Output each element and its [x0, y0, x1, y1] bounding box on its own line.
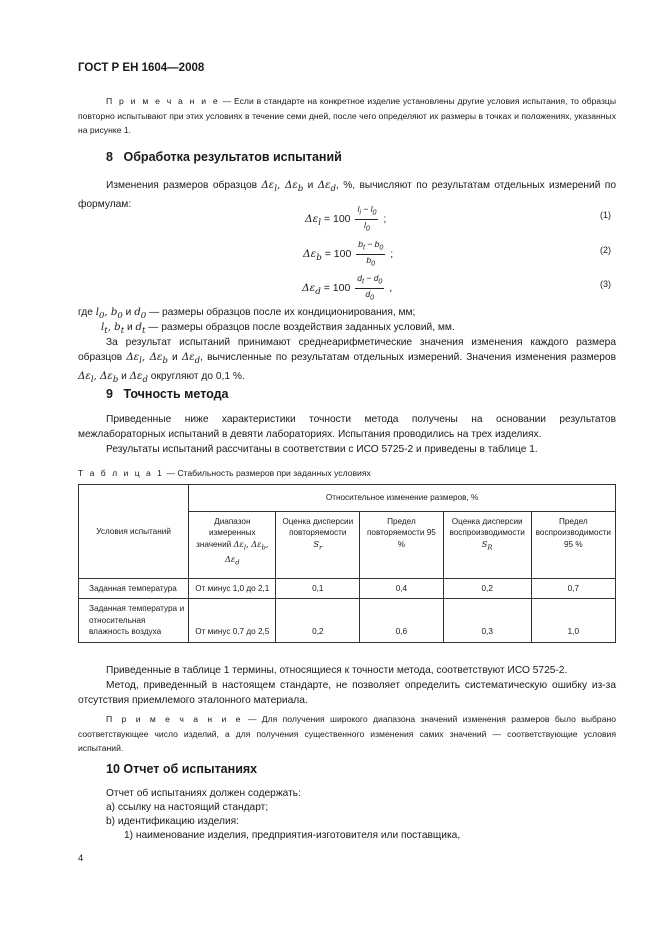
- table-row: [79, 599, 616, 643]
- col-sR-header: Оценка дисперсии воспроизводимости $S_R$: [443, 511, 531, 578]
- row-1-sR: 0,2: [443, 578, 531, 599]
- note-1: [78, 94, 616, 138]
- where-clause-2: $l_t$, $b_t$ и $d_t$ — размеры образцов после воздействия заданных условий, мм.: [101, 322, 455, 337]
- document-header: ГОСТ Р ЕН 1604—2008: [78, 62, 205, 74]
- list-item-b1: 1) наименование изделия, предприятия-изготовителя или поставщика,: [124, 830, 461, 841]
- col-r-header: Предел повторяемости 95 %: [360, 511, 444, 578]
- section-9-heading: 9 Точность метода: [106, 387, 229, 401]
- section-9-para-3: Приведенные в таблице 1 термины, относящиеся к точности метода, соответствуют ИСО 5725-2.: [106, 665, 568, 676]
- section-10-intro: Отчет об испытаниях должен содержать:: [106, 788, 301, 799]
- page-number: 4: [78, 853, 84, 864]
- section-8-heading: 8 Обработка результатов испытаний: [106, 150, 342, 164]
- formula-3: $\Delta\varepsilon_d = 100$ $\frac{d_t - d_0}{d_0}$ ,: [302, 273, 393, 302]
- section-9-para-1: Приведенные ниже характеристики точности метода получены на основании результатов межлабораторных испытаний в девяти лабораториях. Испытания проводились на трех изделиях.: [78, 414, 616, 440]
- row-1-R: 0,7: [531, 578, 615, 599]
- formula-2-number: (2): [600, 245, 611, 255]
- row-1-condition: Заданная температура: [79, 578, 189, 599]
- row-1-range: От минус 1,0 до 2,1: [189, 578, 276, 599]
- list-item-a: a) ссылку на настоящий стандарт;: [106, 802, 269, 813]
- table-row: [79, 578, 616, 599]
- row-2-condition: Заданная температура и относительная влажность воздуха: [79, 599, 189, 643]
- table-1-caption: Т а б л и ц а 1 — Стабильность размеров при заданных условиях: [78, 468, 371, 478]
- note-2: [78, 712, 616, 756]
- note-1-text: — Если в стандарте на конкретное изделие установлены другие условия испытания, то образцы повторно испытывают при этих условиях в течение семи дней, после чего определяют их размеры в точках и положениях, указанных на рисунке 1.: [78, 96, 616, 135]
- col-R-header: Предел воспроизводимости 95 %: [531, 511, 615, 578]
- where-clause-1: где $l_0$, $b_0$ и $d_0$ — размеры образцов после их кондиционирования, мм;: [78, 307, 416, 322]
- formula-3-number: (3): [600, 279, 611, 289]
- row-2-r: 0,6: [360, 599, 444, 643]
- row-2-sr: 0,2: [276, 599, 360, 643]
- row-1-r: 0,4: [360, 578, 444, 599]
- list-item-b: b) идентификацию изделия:: [106, 816, 239, 827]
- col-range-header: Диапазон измеренных значений $\Delta\varepsilon_l$, $\Delta\varepsilon_b$, $\Delta\varepsilon_d$: [189, 511, 276, 578]
- section-8-para-1: За результат испытаний принимают среднеарифметические значения изменения каждого размера образцов $\Delta\varepsilon_l$, $\Delta\varepsilon_b$ и $\Delta\varepsilon_d$, вычисленные по результатам отдельных измерений. Значения изменения размеров $\Delta\varepsilon_l$, $\Delta\varepsilon_b$ и $\Delta\varepsilon_d$ округляют до 0,1 %.: [78, 337, 616, 386]
- section-8-intro: Изменения размеров образцов $\Delta\varepsilon_l$, $\Delta\varepsilon_b$ и $\Delta\varepsilon_d$, %, вычисляют по результатам отдельных измерений по формулам:: [78, 180, 616, 211]
- section-9-para-4: Метод, приведенный в настоящем стандарте, не позволяет определить систематическую ошибку из-за отсутствия приемлемого эталонного материала.: [78, 680, 616, 706]
- row-1-sr: 0,1: [276, 578, 360, 599]
- col-sr-header: Оценка дисперсии повторяемости $S_r$: [276, 511, 360, 578]
- section-9-para-2: Результаты испытаний рассчитаны в соответствии с ИСО 5725-2 и приведены в таблице 1.: [106, 444, 538, 455]
- formula-1: $\Delta\varepsilon_l = 100$ $\frac{l_i - l_0}{l_0}$ ;: [305, 204, 387, 233]
- row-2-range: От минус 0,7 до 2,5: [189, 599, 276, 643]
- formula-2: $\Delta\varepsilon_b = 100$ $\frac{b_t - b_0}{b_0}$ ;: [303, 239, 394, 268]
- col-group-header: Относительное изменение размеров, %: [189, 485, 616, 512]
- table-1: [78, 484, 616, 643]
- row-2-sR: 0,3: [443, 599, 531, 643]
- row-2-R: 1,0: [531, 599, 615, 643]
- note-1-label: П р и м е ч а н и е: [106, 96, 220, 106]
- formula-1-number: (1): [600, 210, 611, 220]
- table-header-row-1: [79, 485, 616, 512]
- col-conditions-header: Условия испытаний: [79, 485, 189, 579]
- section-10-heading: 10 Отчет об испытаниях: [106, 762, 258, 776]
- note-2-label: П р и м е ч а н и е: [106, 714, 243, 724]
- note-2-text: — Для получения широкого диапазона значений изменения размеров было выбрано соответствующее число изделий, а для получения существенного изменения самих значений — соответствующие условия испытаний.: [78, 714, 616, 753]
